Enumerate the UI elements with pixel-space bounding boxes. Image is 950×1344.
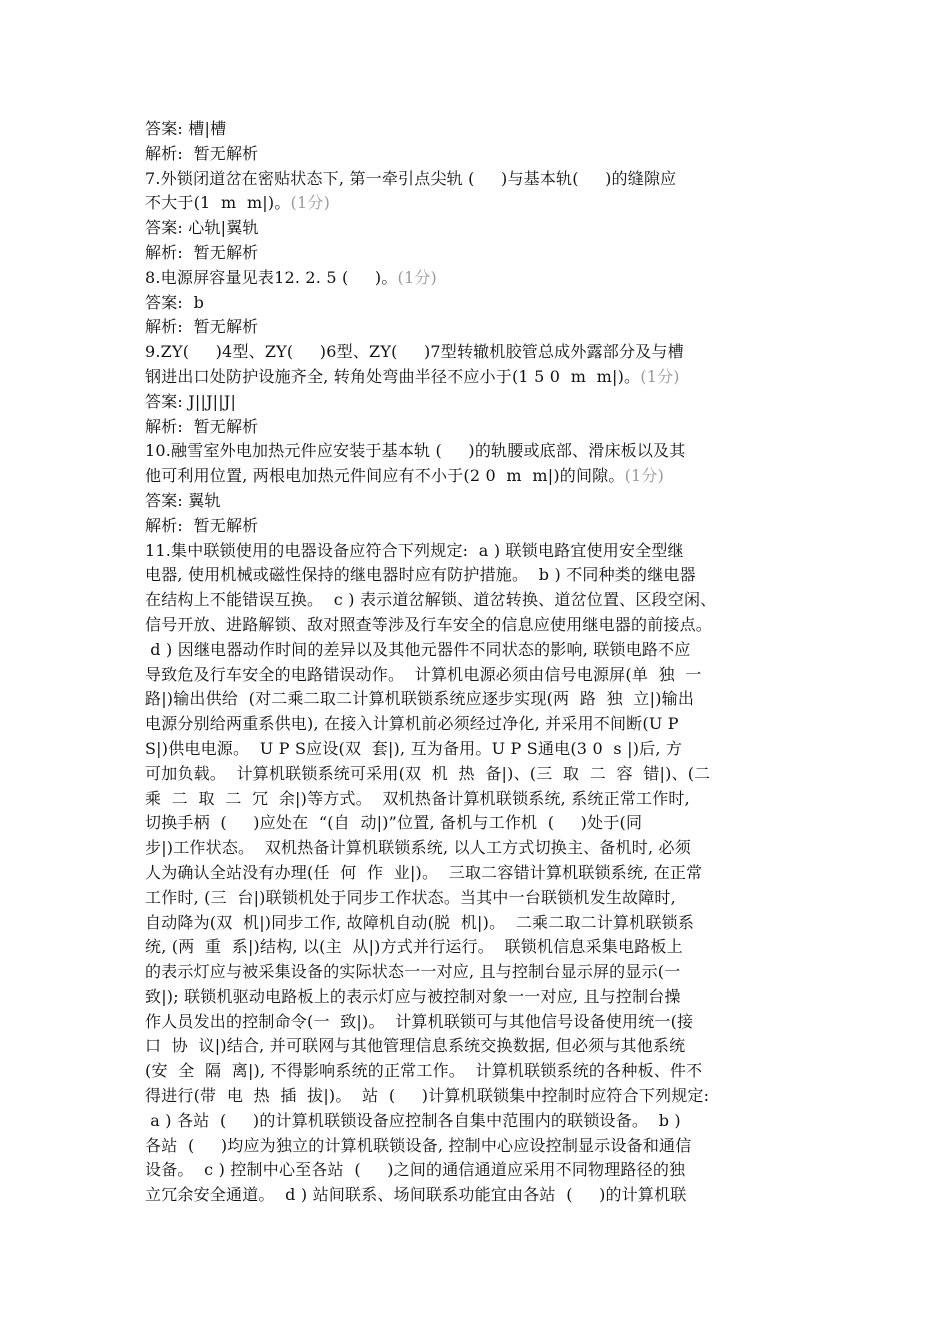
question-11-line — [145, 985, 815, 1010]
line-text: 10.融雪室外电加热元件应安装于基本轨 ( )的轨腰或底部、滑床板以及其 — [145, 441, 686, 461]
analysis-line — [145, 142, 815, 167]
line-text: 各站 ( )均应为独立的计算机联锁设备, 控制中心应设控制显示设备和通信 — [145, 1135, 692, 1155]
question-9-line — [145, 365, 815, 390]
line-text: 切换手柄 ( )应处在 “(自 动|)”位置, 备机与工作机 ( )处于(同 — [145, 813, 643, 833]
answer-line — [145, 489, 815, 514]
question-11-line — [145, 787, 815, 812]
question-11-line — [145, 911, 815, 936]
line-text: 他可利用位置, 两根电加热元件间应有不小于(2 0 m m|)的间隙。 — [145, 466, 625, 486]
line-text: 9.ZY( )4型、ZY( )6型、ZY( )7型转辙机胶管总成外露部分及与槽 — [145, 342, 684, 362]
question-11-line — [145, 563, 815, 588]
line-text: 7.外锁闭道岔在密贴状态下, 第一牵引点尖轨 ( )与基本轨( )的缝隙应 — [145, 168, 677, 188]
line-text: 答案: 心轨|翼轨 — [145, 218, 259, 238]
answer-line — [145, 291, 815, 316]
question-10-line — [145, 439, 815, 464]
analysis-line — [145, 514, 815, 539]
line-text: 可加负载。 计算机联锁系统可采用(双 机 热 备|)、(三 取 二 容 错|)、(二 — [145, 763, 711, 783]
question-11-line — [145, 886, 815, 911]
line-text: 统, (两 重 系|)结构, 以(主 从|)方式并行运行。 联锁机信息采集电路板上 — [145, 937, 683, 957]
line-text: 立冗余安全通道。 d ) 站间联系、场间联系功能宜由各站 ( )的计算机联 — [145, 1185, 687, 1205]
question-11-line — [145, 1134, 815, 1159]
question-11-line — [145, 737, 815, 762]
line-text: 答案: 翼轨 — [145, 490, 221, 510]
question-7-line — [145, 167, 815, 192]
answer-line — [145, 390, 815, 415]
line-text: 解析: 暂无解析 — [145, 242, 259, 262]
line-text: 得进行(带 电 热 插 拔|)。 站 ( )计算机联锁集中控制时应符合下列规定: — [145, 1086, 710, 1106]
line-text: 解析: 暂无解析 — [145, 143, 259, 163]
question-10-line — [145, 464, 815, 489]
question-11-line — [145, 539, 815, 564]
question-11-line — [145, 836, 815, 861]
line-text: 答案: J||J||J| — [145, 391, 237, 411]
line-text: 设备。 c ) 控制中心至各站 ( )之间的通信通道应采用不同物理路径的独 — [145, 1160, 686, 1180]
question-11-line — [145, 712, 815, 737]
question-7-line — [145, 191, 815, 216]
question-11-line — [145, 1084, 815, 1109]
question-9-line — [145, 340, 815, 365]
line-text: 作人员发出的控制命令(一 致|)。 计算机联锁可与其他信号设备使用统一(接 — [145, 1011, 694, 1031]
question-11-line — [145, 1109, 815, 1134]
question-8-line — [145, 266, 815, 291]
line-text: 在结构上不能错误互换。 c ) 表示道岔解锁、道岔转换、道岔位置、区段空闲、 — [145, 590, 717, 610]
answer-line — [145, 216, 815, 241]
question-11-line — [145, 1059, 815, 1084]
line-text: 钢进出口处防护设施齐全, 转角处弯曲半径不应小于(1 5 0 m m|)。 — [145, 366, 641, 386]
line-text: 自动降为(双 机|)同步工作, 故障机自动(脱 机|)。 二乘二取二计算机联锁系 — [145, 912, 695, 932]
question-11-line — [145, 687, 815, 712]
score-label: (1分) — [640, 366, 680, 386]
question-11-line — [145, 588, 815, 613]
line-text: 答案: 槽|槽 — [145, 119, 227, 138]
question-11-line — [145, 935, 815, 960]
line-text: 口 协 议|)结合, 并可联网与其他管理信息系统交换数据, 但必须与其他系统 — [145, 1036, 686, 1056]
question-11-line — [145, 1158, 815, 1183]
line-text: 乘 二 取 二 冗 余|)等方式。 双机热备计算机联锁系统, 系统正常工作时, — [145, 788, 690, 808]
score-label: (1分) — [397, 267, 437, 287]
analysis-line — [145, 241, 815, 266]
line-text: 信号开放、进路解锁、敌对照查等涉及行车安全的信息应使用继电器的前接点。 — [145, 614, 713, 634]
line-text: 解析: 暂无解析 — [145, 515, 259, 535]
score-label: (1分) — [290, 193, 331, 213]
question-11-line — [145, 638, 815, 663]
answer-line — [145, 117, 815, 142]
line-text: 的表示灯应与被采集设备的实际状态一一对应, 且与控制台显示屏的显示(一 — [145, 962, 681, 982]
line-text: 解析: 暂无解析 — [145, 317, 259, 337]
question-11-line — [145, 663, 815, 688]
line-text: (安 全 隔 离|), 不得影响系统的正常工作。 计算机联锁系统的各种板、件不 — [145, 1061, 703, 1081]
question-11-line — [145, 1183, 815, 1208]
analysis-line — [145, 315, 815, 340]
line-text: 8.电源屏容量见表12. 2. 5 ( )。 — [145, 267, 398, 287]
question-11-line — [145, 1034, 815, 1059]
line-text: a ) 各站 ( )的计算机联锁设备应控制各自集中范围内的联锁设备。 b ) — [145, 1110, 681, 1130]
line-text: d ) 因继电器动作时间的差异以及其他元器件不同状态的影响, 联锁电路不应 — [145, 639, 691, 659]
question-11-line — [145, 613, 815, 638]
line-text: 工作时, (三 台|)联锁机处于同步工作状态。当其中一台联锁机发生故障时, — [145, 887, 676, 907]
line-text: S|)供电电源。 U P S应设(双 套|), 互为备用。U P S通电(3 0 s |)后, 方 — [145, 738, 683, 758]
document-page — [145, 117, 815, 1208]
line-text: 解析: 暂无解析 — [145, 416, 259, 436]
line-text: 人为确认全站没有办理(任 何 作 业|)。 三取二容错计算机联锁系统, 在正常 — [145, 862, 703, 882]
line-text: 电源分别给两重系供电), 在接入计算机前必须经过净化, 并采用不间断(U P — [145, 714, 679, 734]
question-11-line — [145, 1010, 815, 1035]
line-text: 致|); 联锁机驱动电路板上的表示灯应与被控制对象一一对应, 且与控制台操 — [145, 986, 681, 1006]
line-text: 不大于(1 m m|)。 — [145, 193, 291, 213]
line-text: 导致危及行车安全的电路错误动作。 计算机电源必须由信号电源屏(单 独 一 — [145, 664, 702, 684]
question-11-line — [145, 861, 815, 886]
question-11-line — [145, 960, 815, 985]
line-text: 答案: b — [145, 292, 205, 312]
analysis-line — [145, 415, 815, 440]
line-text: 11.集中联锁使用的电器设备应符合下列规定: a ) 联锁电路宜使用安全型继 — [145, 540, 684, 560]
line-text: 电器, 使用机械或磁性保持的继电器时应有防护措施。 b ) 不同种类的继电器 — [145, 565, 696, 585]
line-text: 步|)工作状态。 双机热备计算机联锁系统, 以人工方式切换主、备机时, 必须 — [145, 838, 691, 858]
score-label: (1分) — [624, 466, 665, 486]
question-11-line — [145, 762, 815, 787]
question-11-line — [145, 811, 815, 836]
line-text: 路|)输出供给 (对二乘二取二计算机联锁系统应逐步实现(两 路 独 立|)输出 — [145, 689, 695, 709]
